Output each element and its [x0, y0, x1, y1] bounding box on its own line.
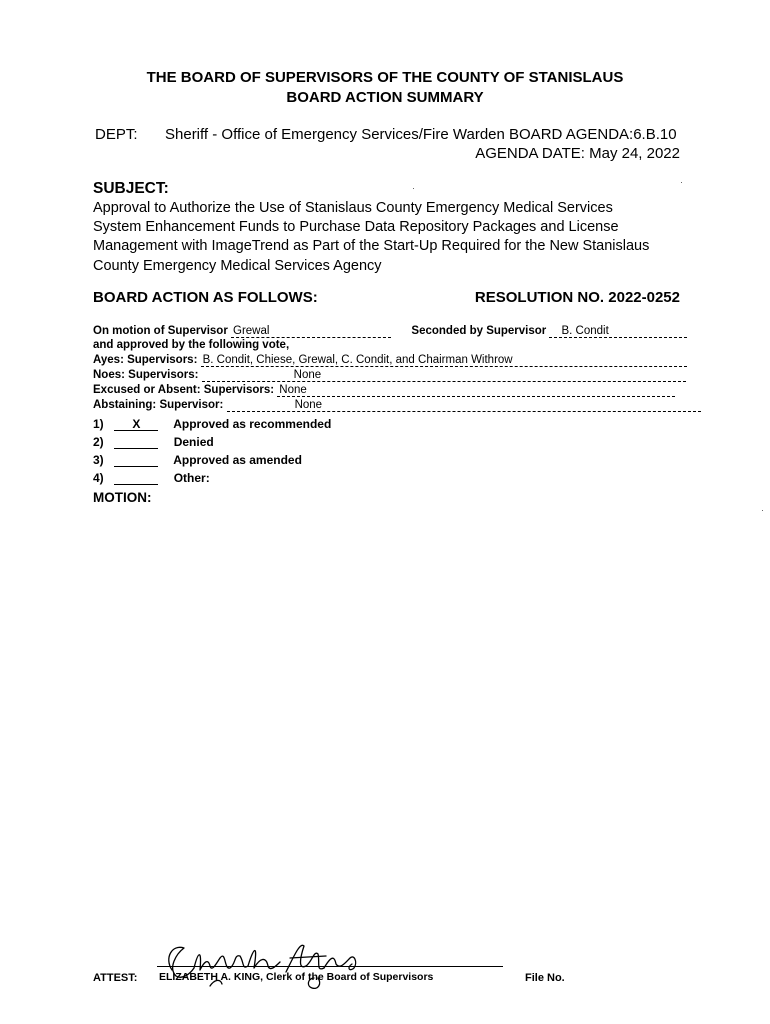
dept-text: Sheriff - Office of Emergency Services/Fire Warden BOARD AGENDA:6.B.10 [165, 126, 677, 143]
agenda-date: AGENDA DATE: May 24, 2022 [475, 145, 680, 162]
noes-label: Noes: Supervisors: [93, 369, 199, 381]
signature-image [150, 928, 380, 998]
ayes-value: B. Condit, Chiese, Grewal, C. Condit, and Chairman Withrow [201, 354, 687, 367]
subject-text [93, 199, 693, 276]
option-number: 3) [93, 453, 104, 467]
dept-label: DEPT: [95, 126, 138, 143]
option-number: 2) [93, 435, 104, 449]
subject-line: Management with ImageTrend as Part of the Start-Up Required for the New Stanislaus [93, 238, 650, 255]
approved-vote-text: and approved by the following vote, [93, 339, 290, 351]
scan-speck [762, 510, 763, 511]
motion-label: On motion of Supervisor [93, 325, 228, 337]
option-mark [114, 471, 158, 485]
option-label: Approved as recommended [173, 417, 332, 431]
ayes-row [93, 354, 687, 367]
option-approved-amended [93, 453, 302, 467]
option-mark [114, 453, 158, 467]
signature-line [157, 966, 503, 967]
motion-row [93, 325, 687, 338]
resolution-number: RESOLUTION NO. 2022-0252 [474, 289, 680, 306]
absent-value: None [277, 384, 675, 397]
motion-label: MOTION: [93, 490, 152, 505]
seconded-supervisor: B. Condit [549, 325, 687, 338]
option-mark: X [114, 417, 158, 431]
document-title: THE BOARD OF SUPERVISORS OF THE COUNTY OF STANISLAUS [146, 69, 624, 86]
option-denied [93, 435, 214, 449]
option-other [93, 471, 210, 485]
attest-label: ATTEST: [93, 972, 138, 984]
noes-row [93, 369, 686, 382]
absent-row [93, 384, 675, 397]
abstaining-row [93, 399, 701, 412]
scan-speck [413, 188, 414, 189]
option-label: Denied [173, 435, 214, 449]
option-number: 1) [93, 417, 104, 431]
option-label: Other: [173, 471, 210, 485]
option-approved-recommended [93, 417, 331, 431]
subject-line: Approval to Authorize the Use of Stanislaus County Emergency Medical Services [93, 200, 613, 216]
file-number-label: File No. [525, 972, 565, 984]
subject-line: County Emergency Medical Services Agency [93, 257, 382, 274]
ayes-label: Ayes: Supervisors: [93, 354, 198, 366]
noes-value: None [202, 369, 686, 382]
clerk-name: ELIZABETH A. KING, Clerk of the Board of Supervisors [159, 971, 434, 983]
document-subtitle: BOARD ACTION SUMMARY [286, 89, 484, 106]
scan-speck [681, 182, 682, 183]
motion-supervisor: Grewal [231, 325, 391, 338]
seconded-label: Seconded by Supervisor [411, 325, 547, 337]
subject-label: SUBJECT: [93, 180, 169, 197]
abstaining-label: Abstaining: Supervisor: [93, 399, 224, 411]
subject-line: System Enhancement Funds to Purchase Data Repository Packages and License [93, 219, 619, 236]
absent-label: Excused or Absent: Supervisors: [93, 384, 275, 396]
option-mark [114, 435, 158, 449]
board-action-label: BOARD ACTION AS FOLLOWS: [93, 289, 318, 306]
option-number: 4) [93, 471, 104, 485]
option-label: Approved as amended [173, 453, 302, 467]
abstaining-value: None [227, 399, 701, 412]
